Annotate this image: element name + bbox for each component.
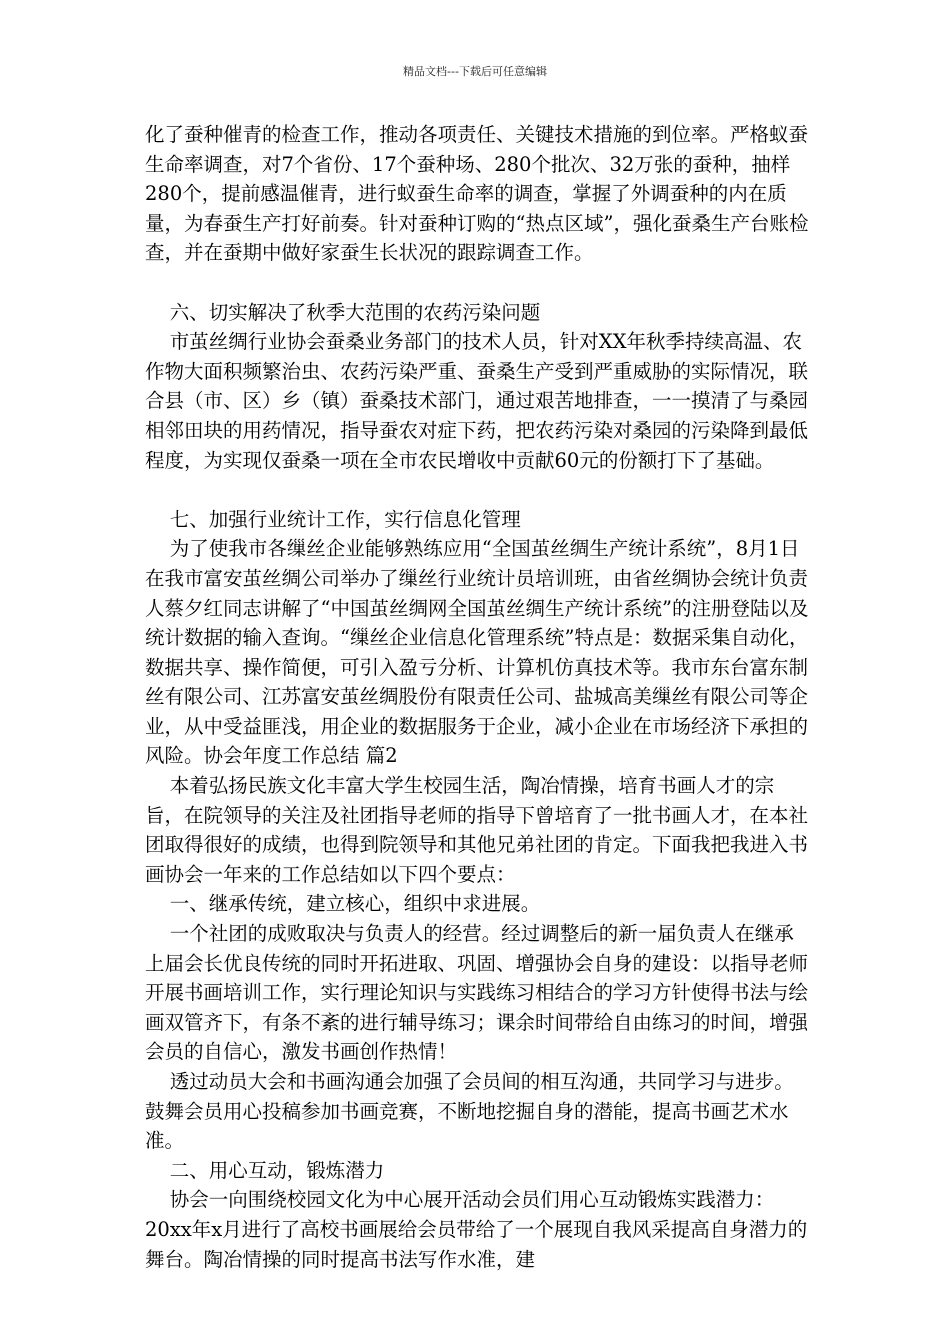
section-heading-six: 六、切实解决了秋季大范围的农药污染问题 (145, 300, 541, 324)
paragraph-sericulture-inspection: 化了蚕种催青的检查工作，推动各项责任、关键技术措施的到位率。严格蚁蚕生命率调查，对7个省份、17个蚕种场、280个批次、32万张的蚕种，抽样280个，提前感温催青，进行蚁蚕生命率的调查，掌握了外调蚕种的内在质量，为春蚕生产打好前奏。针对蚕种订购的“热点区域”，强化蚕桑生产台账检查，并在蚕期中做好家蚕生长状况的跟踪调查工作。 (145, 123, 809, 265)
section-heading-one: 一、继承传统，建立核心，组织中求进展。 (145, 892, 541, 916)
paragraph-spacer (145, 475, 810, 505)
paragraph-leadership: 一个社团的成败取决与负责人的经营。经过调整后的新一届负责人在继承上届会长优良传统的同时开拓进取、巩固、增强协会自身的建设：以指导老师开展书画培训工作，实行理论知识与实践练习相结合的学习方针使得书法与绘画双管齐下，有条不紊的进行辅导练习；课余时间带给自由练习的时间，增强会员的自信心，激发书画创作热情！ (145, 922, 809, 1064)
paragraph-statistics-system: 为了使我市各缫丝企业能够熟练应用“全国茧丝绸生产统计系统”，8月1日在我市富安茧丝绸公司举办了缫丝行业统计员培训班，由省丝绸协会统计负责人蔡夕红同志讲解了“中国茧丝绸网全国茧丝绸生产统计系统”的注册登陆以及统计数据的输入查询。“缫丝企业信息化管理系统”特点是：数据采集自动化，数据共享、操作简便，可引入盈亏分析、计算机仿真技术等。我市东台富东制丝有限公司、江苏富安茧丝绸股份有限责任公司、盐城高美缫丝有限公司等企业，从中受益匪浅，用企业的数据服务于企业，减小企业在市场经济下承担的风险。协会年度工作总结 篇2 (145, 537, 809, 768)
document-body (145, 120, 810, 1274)
paragraph-calligraphy-intro: 本着弘扬民族文化丰富大学生校园生活，陶冶情操，培育书画人才的宗旨，在院领导的关注及社团指导老师的指导下曾培育了一批书画人才，在本社团取得很好的成绩，也得到院领导和其他兄弟社团的肯定。下面我把我进入书画协会一年来的工作总结如以下四个要点： (145, 774, 809, 886)
page-header: 精品文档---下载后可任意编辑 (403, 65, 547, 78)
paragraph-member-communication: 透过动员大会和书画沟通会加强了会员间的相互沟通，共同学习与进步。鼓舞会员用心投稿参加书画竞赛，不断地挖掘自身的潜能，提高书画艺术水准。 (145, 1070, 794, 1153)
paragraph-campus-activities: 协会一向围绕校园文化为中心展开活动会员们用心互动锻炼实践潜力：20xx年x月进行了高校书画展给会员带给了一个展现自我风采提高自身潜力的舞台。陶冶情操的同时提高书法写作水准，建 (145, 1188, 808, 1271)
section-heading-seven: 七、加强行业统计工作，实行信息化管理 (145, 507, 521, 531)
section-heading-two: 二、用心互动，锻炼潜力 (145, 1158, 385, 1182)
paragraph-pesticide-pollution: 市茧丝绸行业协会蚕桑业务部门的技术人员，针对XX年秋季持续高温、农作物大面积频繁治虫、农药污染严重、蚕桑生产受到严重威胁的实际情况，联合县（市、区）乡（镇）蚕桑技术部门，通过艰苦地排查，一一摸清了与桑园相邻田块的用药情况，指导蚕农对症下药，把农药污染对桑园的污染降到最低程度，为实现仅蚕桑一项在全市农民增收中贡献60元的份额打下了基础。 (145, 330, 809, 472)
paragraph-spacer (145, 268, 810, 298)
